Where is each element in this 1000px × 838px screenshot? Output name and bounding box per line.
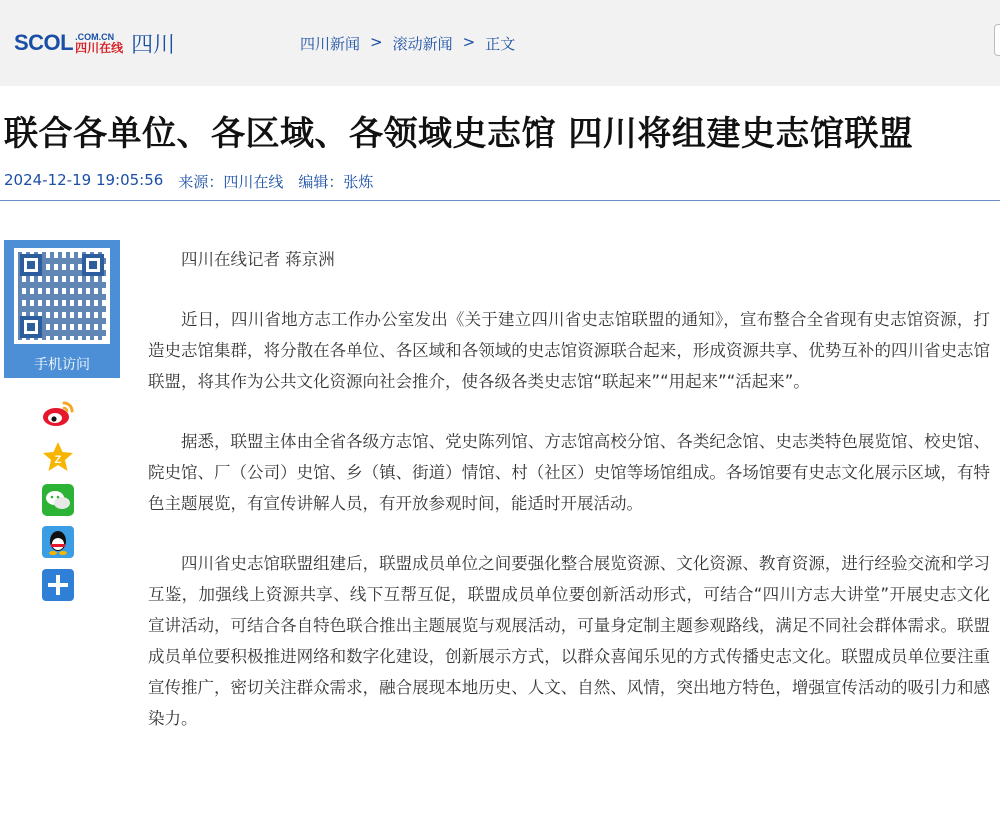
breadcrumb-rolling-news[interactable]: 滚动新闻 [392, 35, 453, 53]
qr-label: 手机访问 [34, 357, 90, 373]
article-title: 联合各单位、各区域、各领域史志馆 四川将组建史志馆联盟 [4, 114, 914, 154]
article-paragraph: 据悉，联盟主体由全省各级方志馆、党史陈列馆、方志馆高校分馆、各类纪念馆、史志类特色展览馆、校史馆、院史馆、厂（公司）史馆、乡（镇、街道）情馆、村（社区）史馆等场馆组成。各场馆要有史志文化展示区域，有特色主题展览，有宣传讲解人员，有开放参观时间，能适时开展活动。 [148, 432, 990, 513]
qq-icon[interactable] [41, 525, 75, 559]
article-source[interactable]: 来源：四川在线 [178, 173, 284, 191]
site-logo[interactable] [14, 28, 175, 58]
article-date: 2024-12-19 19:05:56 [4, 171, 164, 189]
weibo-icon[interactable] [41, 396, 75, 430]
logo-text: SCOL [14, 30, 74, 55]
article-paragraph: 四川省史志馆联盟组建后，联盟成员单位之间要强化整合展览资源、文化资源、教育资源，进行经验交流和学习互鉴，加强线上资源共享、线下互帮互促，联盟成员单位要创新活动形式，可结合“四川方志大讲堂”开展史志文化宣讲活动，可结合各自特色联合推出主题展览与观展活动，可量身定制主题参观路线，满足不同社会群体需求。联盟成员单位要积极推进网络和数字化建设，创新展示方式，以群众喜闻乐见的方式传播史志文化。联盟成员单位要注重宣传推广，密切关注群众需求，融合展现本地历史、人文、自然、风情，突出地方特色，增强宣传活动的吸引力和感染力。 [148, 554, 990, 728]
article-paragraph: 近日，四川省地方志工作办公室发出《关于建立四川省史志馆联盟的通知》，宣布整合全省现有史志馆资源，打造史志馆集群，将分散在各单位、各区域和各领域的史志馆资源联合起来，形成资源共享、优势互补的四川省史志馆联盟，将其作为公共文化资源向社会推介，使各级各类史志馆“联起来”“用起来”“活起来”。 [148, 310, 990, 391]
article-body [148, 244, 990, 763]
breadcrumb-separator: > [462, 33, 476, 51]
logo-mark [14, 30, 73, 56]
mobile-qr-panel [4, 240, 120, 378]
article-meta [4, 171, 373, 192]
title-divider [0, 200, 1000, 201]
reporter-byline: 四川在线记者 蒋京洲 [181, 250, 335, 269]
qr-code [14, 248, 110, 344]
logo-sub: 四川在线 [75, 40, 124, 55]
breadcrumb-article[interactable]: 正文 [485, 35, 516, 53]
region-label[interactable]: 四川 [131, 32, 176, 58]
wechat-icon[interactable] [41, 483, 75, 517]
site-header [0, 0, 1000, 86]
article-editor: 编辑：张炼 [298, 173, 374, 191]
breadcrumb [300, 33, 515, 54]
qzone-icon[interactable] [41, 440, 75, 474]
logo-domain: .COM.CN [75, 31, 115, 42]
breadcrumb-separator: > [370, 33, 383, 51]
svg-text:Z: Z [54, 454, 62, 466]
breadcrumb-sichuan-news[interactable]: 四川新闻 [300, 35, 361, 53]
header-search-box[interactable] [994, 24, 1000, 56]
more-share-icon[interactable] [41, 568, 75, 602]
